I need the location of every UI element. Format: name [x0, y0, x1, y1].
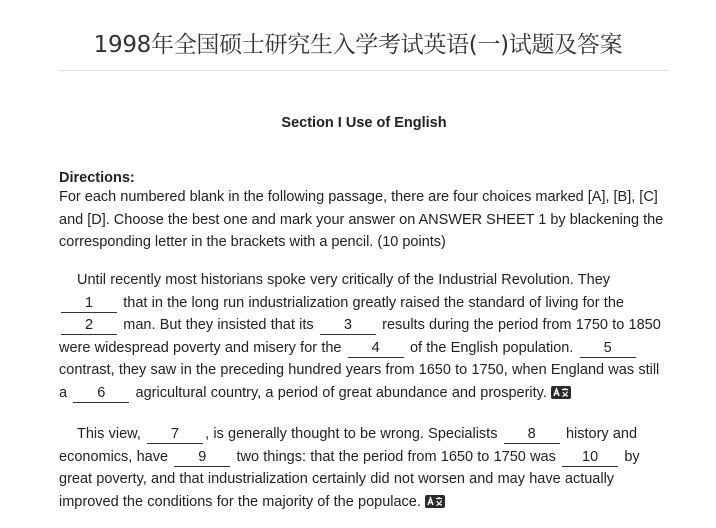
paragraph-1-text	[59, 269, 671, 404]
translate-icon[interactable]	[551, 384, 571, 397]
page-title: 1998年全国硕士研究生入学考试英语(一)试题及答案	[93, 32, 623, 58]
blank-5: 5	[580, 339, 636, 358]
title-divider	[59, 70, 668, 71]
paragraph-2-text	[59, 423, 671, 513]
blank-3: 3	[320, 316, 376, 335]
blank-4: 4	[348, 339, 404, 358]
blank-9: 9	[174, 448, 230, 467]
passage-text: that in the long run industrialization greatly raised the standard of living for the	[123, 294, 624, 311]
blank-8: 8	[504, 425, 560, 444]
passage-text: Until recently most historians spoke very critically of the Industrial Revolution. They	[77, 272, 611, 288]
passage-text: agricultural country, a period of great abundance and prosperity.	[135, 384, 547, 401]
blank-1: 1	[61, 294, 117, 313]
passage-text: man. But they insisted that its	[123, 317, 314, 333]
directions-label: Directions:	[59, 170, 135, 186]
blank-7: 7	[147, 425, 203, 444]
directions-text: For each numbered blank in the following passage, there are four choices marked [A], [B], [C] and [D]. Choose the best one and mark your answer on ANSWER SHEET 1 by blackening the corresponding letter in the brackets with a pencil. (10 points)	[59, 189, 664, 250]
passage-text: results during the period from 1750 to 1850 were widespread poverty and misery for the	[59, 317, 661, 356]
passage-text: This view,	[77, 426, 141, 442]
passage-paragraph-2	[59, 423, 671, 513]
passage-text: of the English population.	[409, 339, 574, 356]
blank-10: 10	[562, 448, 618, 467]
passage-text: two things: that the period from 1650 to 1750 was	[236, 448, 556, 465]
passage-text: , is generally thought to be wrong. Specialists	[205, 426, 498, 442]
passage-paragraph-1	[59, 269, 671, 404]
section-title: Section I Use of English	[281, 115, 447, 131]
blank-6: 6	[73, 384, 129, 403]
passage-text: contrast, they saw in the preceding hundred years from 1650 to 1750, when England was still a	[59, 362, 660, 401]
translate-icon[interactable]	[425, 493, 445, 506]
passage-text: by great poverty, and that industrialization certainly did not worsen and may have actually improved the conditions for the majority of the populace.	[59, 448, 640, 510]
blank-2: 2	[61, 316, 117, 335]
passage-text: history and economics, have	[59, 426, 638, 465]
